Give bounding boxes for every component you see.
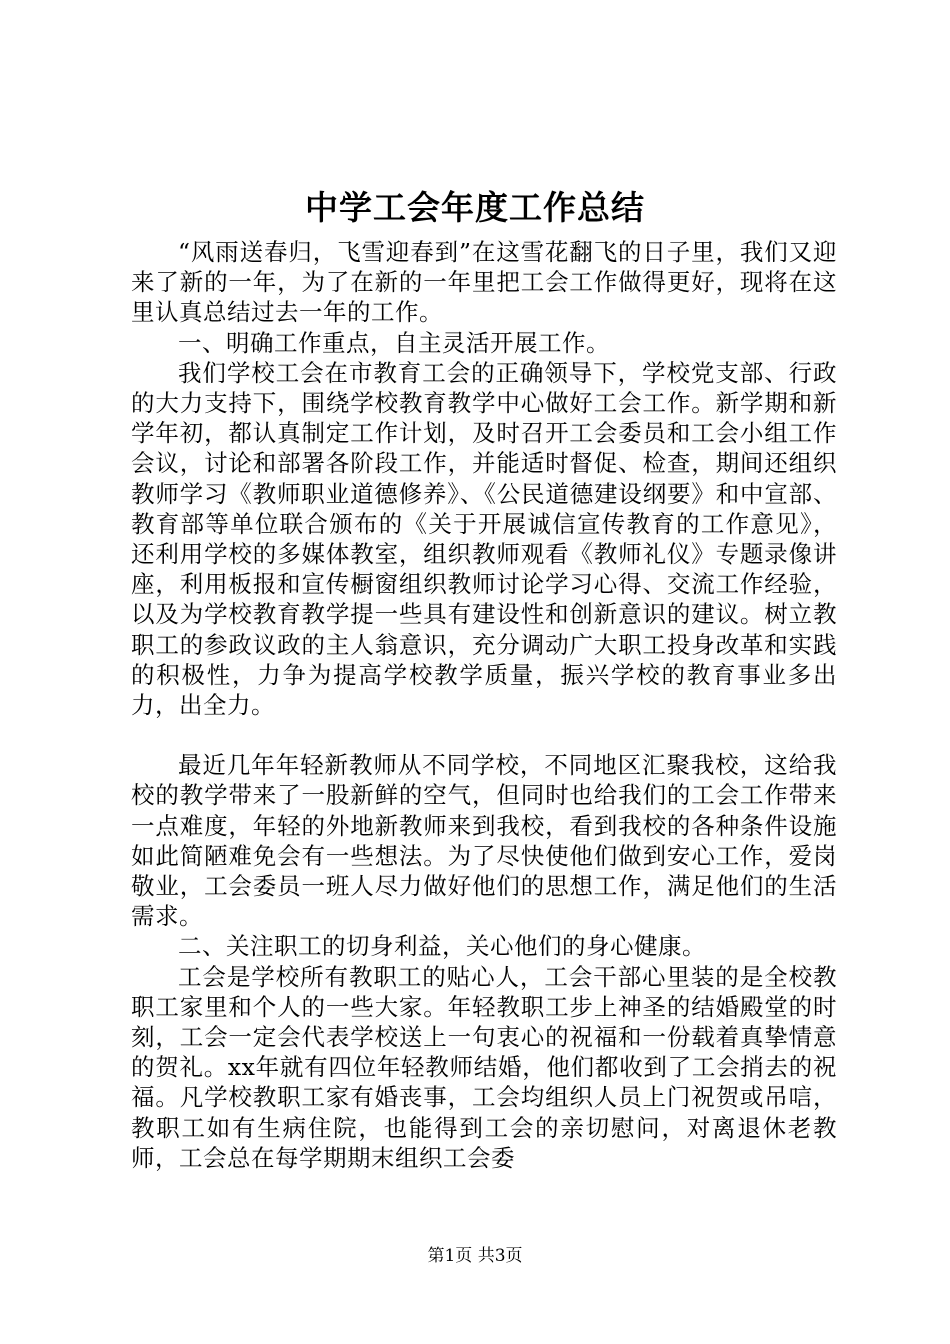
paragraph-work-focus: 我们学校工会在市教育工会的正确领导下，学校党支部、行政的大力支持下，围绕学校教育教学中心做好工会工作。新学期和新学年初，都认真制定工作计划，及时召开工会委员和工会小组工作会议，讨论和部署各阶段工作，并能适时督促、检查，期间还组织教师学习《教师职业道德修养》、《公民道德建设纲要》和中宣部、教育部等单位联合颁布的《关于开展诚信宣传教育的工作意见》，还利用学校的多媒体教室，组织教师观看《教师礼仪》专题录像讲座，利用板报和宣传橱窗组织教师讨论学习心得、交流工作经验，以及为学校教育教学提一些具有建设性和创新意识的建议。树立教职工的参政议政的主人翁意识，充分调动广大职工投身改革和实践的积极性，力争为提高学校教学质量，振兴学校的教育事业多出力，出全力。: [131, 358, 837, 720]
paragraph-staff-care: 工会是学校所有教职工的贴心人，工会干部心里装的是全校教职工家里和个人的一些大家。年轻教职工步上神圣的结婚殿堂的时刻，工会一定会代表学校送上一句衷心的祝福和一份载着真挚情意的贺礼。xx年就有四位年轻教师结婚，他们都收到了工会捎去的祝福。凡学校教职工家有婚丧事，工会均组织人员上门祝贺或吊唁，教职工如有生病住院，也能得到工会的亲切慰问，对离退休老教师，工会总在每学期期末组织工会委: [131, 962, 837, 1172]
paragraph-intro: “风雨送春归，飞雪迎春到”在这雪花翻飞的日子里，我们又迎来了新的一年，为了在新的一年里把工会工作做得更好，现将在这里认真总结过去一年的工作。: [131, 238, 837, 327]
page-indicator: 第1页 共3页: [427, 1246, 523, 1266]
document-body: [131, 237, 837, 1173]
paragraph-new-teachers: 最近几年年轻新教师从不同学校，不同地区汇聚我校，这给我校的教学带来了一股新鲜的空气，但同时也给我们的工会工作带来一点难度，年轻的外地新教师来到我校，看到我校的各种条件设施如此简陋难免会有一些想法。为了尽快使他们做到安心工作，爱岗敬业，工会委员一班人尽力做好他们的思想工作，满足他们的生活需求。: [131, 751, 837, 931]
section-heading-2: 二、关注职工的切身利益，关心他们的身心健康。: [178, 932, 706, 961]
document-title: 中学工会年度工作总结: [305, 188, 645, 227]
section-heading-1: 一、明确工作重点，自主灵活开展工作。: [178, 328, 610, 357]
